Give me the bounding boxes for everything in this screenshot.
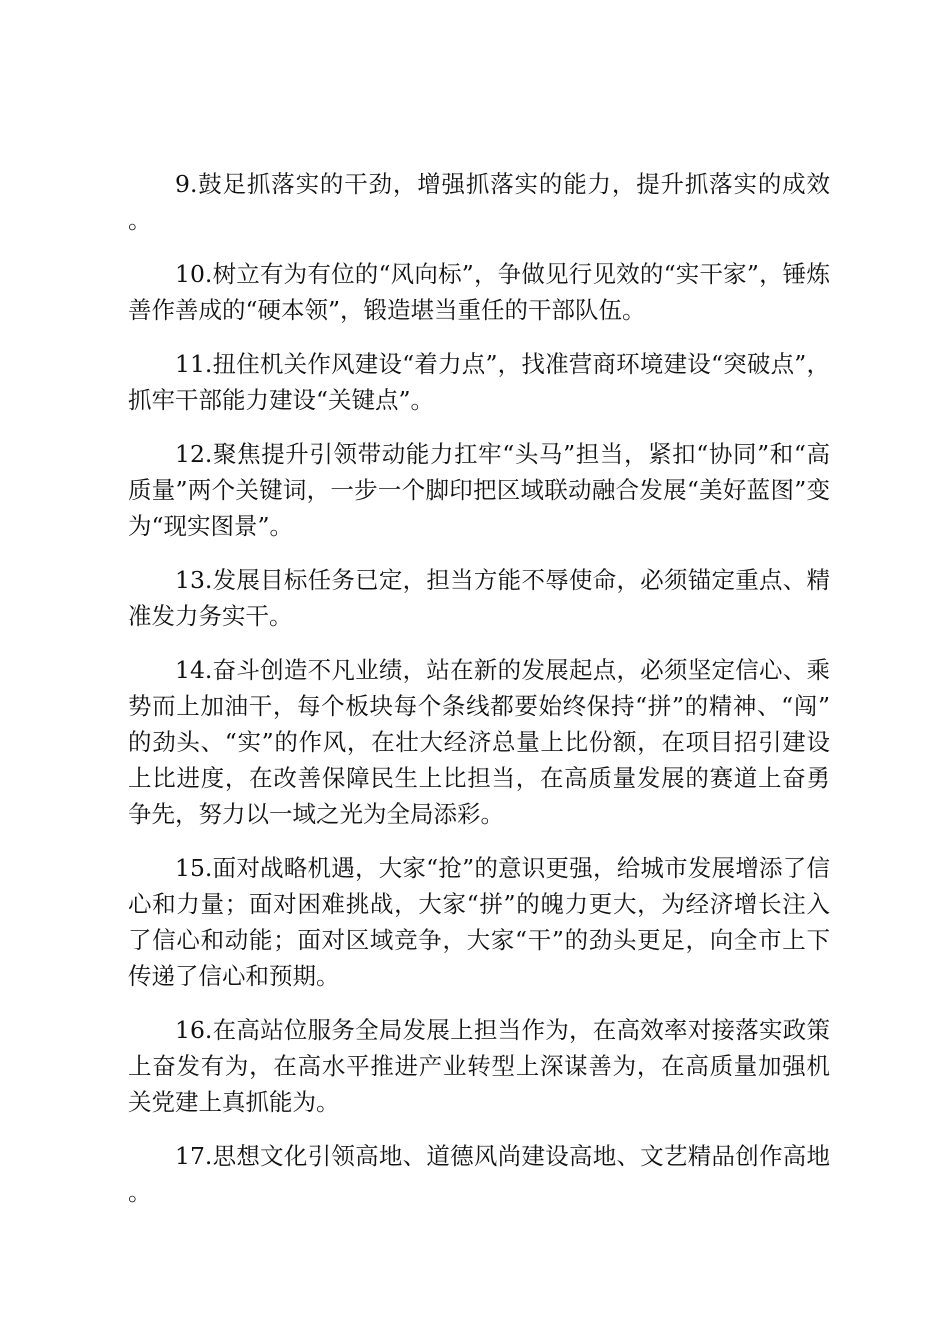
paragraph-13: 13.发展目标任务已定，担当方能不辱使命，必须锚定重点、精准发力务实干。 xyxy=(128,566,830,630)
paragraph-17: 17.思想文化引领高地、道德风尚建设高地、文艺精品创作高地。 xyxy=(128,1142,830,1206)
paragraph-9: 9.鼓足抓落实的干劲，增强抓落实的能力，提升抓落实的成效。 xyxy=(128,170,830,234)
paragraph-12: 12.聚焦提升引领带动能力扛牢“头马”担当，紧扣“协同”和“高质量”两个关键词，一步一个脚印把区域联动融合发展“美好蓝图”变为“现实图景”。 xyxy=(128,440,830,540)
paragraph-16: 16.在高站位服务全局发展上担当作为，在高效率对接落实政策上奋发有为，在高水平推进产业转型上深谋善为，在高质量加强机关党建上真抓能为。 xyxy=(128,1016,830,1116)
paragraph-10: 10.树立有为有位的“风向标”，争做见行见效的“实干家”，锤炼善作善成的“硬本领”，锻造堪当重任的干部队伍。 xyxy=(128,260,830,324)
paragraph-15: 15.面对战略机遇，大家“抢”的意识更强，给城市发展增添了信心和力量；面对困难挑战，大家“拼”的魄力更大，为经济增长注入了信心和动能；面对区域竞争，大家“干”的劲头更足，向全市上下传递了信心和预期。 xyxy=(128,854,830,990)
paragraph-11: 11.扭住机关作风建设“着力点”，找准营商环境建设“突破点”，抓牢干部能力建设“关键点”。 xyxy=(128,350,830,414)
document-body xyxy=(128,166,830,1228)
paragraph-14: 14.奋斗创造不凡业绩，站在新的发展起点，必须坚定信心、乘势而上加油干，每个板块每个条线都要始终保持“拼”的精神、“闯”的劲头、“实”的作风，在壮大经济总量上比份额，在项目招引建设上比进度，在改善保障民生上比担当，在高质量发展的赛道上奋勇争先，努力以一域之光为全局添彩。 xyxy=(128,656,830,828)
